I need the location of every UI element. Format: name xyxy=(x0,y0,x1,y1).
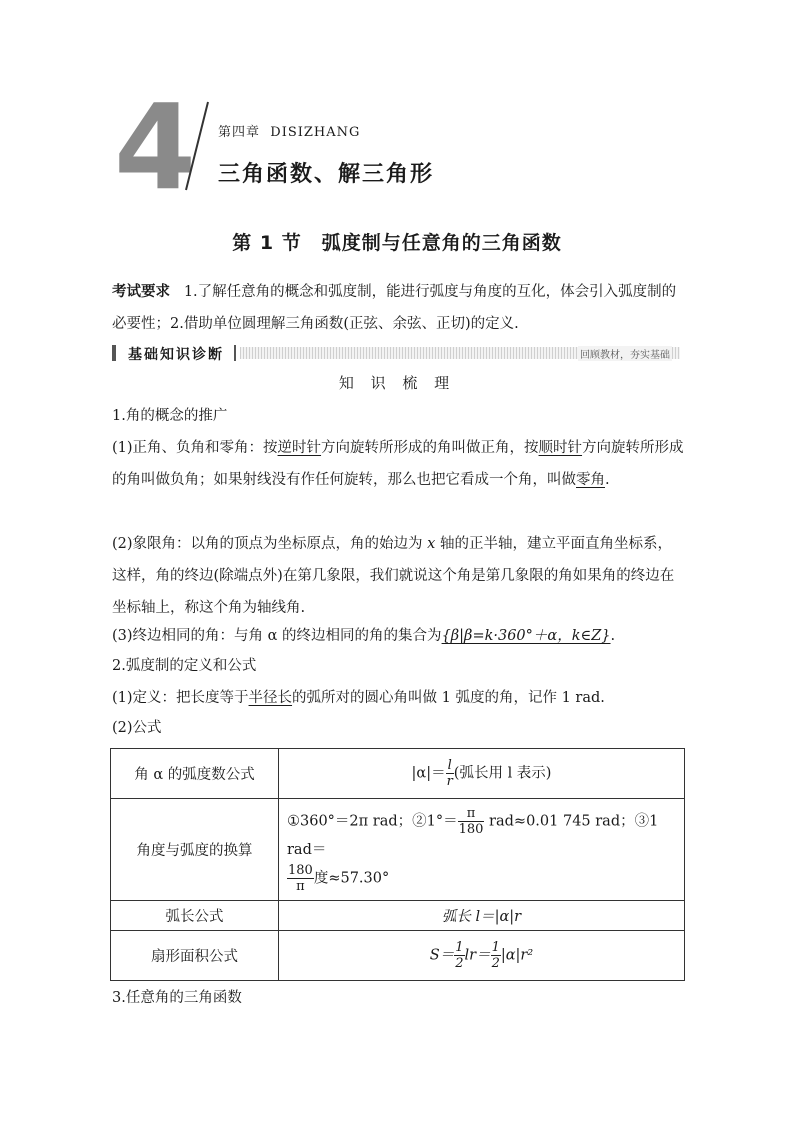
s1-p1a: (1)正角、负角和零角：按 xyxy=(112,440,278,456)
s2-p1-radius: 半径长 xyxy=(248,690,293,706)
s1-p1-ccw: 逆时针 xyxy=(277,440,322,456)
s1-heading: 1.角的概念的推广 xyxy=(112,408,228,424)
fraction-denominator: 2 xyxy=(491,956,500,971)
fraction-denominator: 180 xyxy=(458,821,484,837)
s3-heading: 3.任意角的三角函数 xyxy=(112,990,242,1006)
s2-paragraph-2: (2)公式 xyxy=(112,720,162,736)
conversion-fraction-2 xyxy=(287,863,314,894)
radian-formula-prefix: |α|＝ xyxy=(411,765,446,782)
table-cell-label: 角 α 的弧度数公式 xyxy=(111,749,279,799)
banner-label: 基础知识诊断 xyxy=(124,344,228,364)
conversion-text-a: ①360°＝2π rad；②1°＝ xyxy=(287,813,458,829)
conversion-text-b: rad≈0.01 745 rad；③1 rad＝ xyxy=(287,813,659,858)
table-cell-value xyxy=(279,749,685,799)
chapter-label-cn: 第四章 xyxy=(218,125,261,140)
section-title: 第 1 节 弧度制与任意角的三角函数 xyxy=(232,232,562,254)
table-cell-label: 角度与弧度的换算 xyxy=(111,799,279,901)
s1-p3-set: {β|β=k·360°＋α，k∈Z} xyxy=(441,628,611,644)
area-fraction-1 xyxy=(454,940,464,971)
requirements-label: 考试要求 xyxy=(112,284,170,300)
req-item2-prefix: 2. xyxy=(170,316,184,332)
fraction-numerator: 180 xyxy=(288,862,313,878)
fraction-denominator: 2 xyxy=(455,956,464,971)
s1-p3a: (3)终边相同的角：与角 α 的终边相同的角的集合为 xyxy=(112,628,442,644)
fraction-numerator: π xyxy=(458,806,485,822)
s1-p2a: (2)象限角：以角的顶点为坐标原点，角的始边为 xyxy=(112,536,428,552)
chapter-label-pinyin: DISIZHANG xyxy=(270,125,361,140)
table-cell-value xyxy=(279,799,685,901)
conversion-text-c: 度≈57.30° xyxy=(313,870,390,886)
s1-paragraph-3 xyxy=(112,620,684,652)
exam-requirements xyxy=(112,276,684,340)
banner-bar-right xyxy=(234,345,236,361)
table-row xyxy=(111,901,685,931)
table-cell-value xyxy=(279,931,685,981)
table-cell-label: 扇形面积公式 xyxy=(111,931,279,981)
area-fraction-2 xyxy=(491,940,501,971)
req-item1: 了解任意角的概念和弧度制，能进行弧度与角度的互化，体会引入弧度制的必要性； xyxy=(112,284,677,332)
s2-heading: 2.弧度制的定义和公式 xyxy=(112,658,257,674)
chapter-title: 三角函数、解三角形 xyxy=(218,162,435,187)
s1-p1-zero: 零角 xyxy=(576,472,605,488)
area-formula-b: lr＝ xyxy=(464,947,491,964)
chapter-number: 4 xyxy=(114,78,197,216)
chapter-divider-slash xyxy=(182,100,212,192)
chapter-number-graphic xyxy=(112,78,197,216)
conversion-line-1 xyxy=(287,806,676,863)
s1-p1c: 方向旋转所形成的角叫做正角，按 xyxy=(321,440,539,456)
radian-formula-suffix: (弧长用 l 表示) xyxy=(453,765,552,782)
table-row xyxy=(111,749,685,799)
section-banner xyxy=(112,343,680,363)
area-formula-c: |α|r² xyxy=(500,947,534,964)
s2-p1c: 的弧所对的圆心角叫做 1 弧度的角，记作 1 rad. xyxy=(292,690,605,706)
s2-paragraph-1 xyxy=(112,682,684,714)
s1-paragraph-1 xyxy=(112,432,684,496)
conversion-fraction-1 xyxy=(458,806,485,837)
s1-p2b: 轴的正半轴，建立平面直角坐标系，这样，角的终边(除端点外)在第几象限，我们就说这个角是第几象限的角如果角的终边在坐标轴上，称这个角为轴线角. xyxy=(112,536,675,616)
s1-p3c: . xyxy=(610,628,616,644)
table-row xyxy=(111,799,685,901)
s1-p1e: 方向旋转所形成的角叫做负角；如果射线没有作任何旋转，那么也把它看成一个角，叫做 xyxy=(112,440,684,488)
s1-p2x: x xyxy=(427,536,436,552)
s1-paragraph-2 xyxy=(112,528,684,624)
knowledge-subheading: 知 识 梳 理 xyxy=(338,374,456,392)
s1-p1g: . xyxy=(605,472,610,488)
table-cell-label: 弧长公式 xyxy=(111,901,279,931)
banner-right-text: 回顾教材，夯实基础 xyxy=(578,346,672,361)
conversion-line-2 xyxy=(287,863,676,894)
fraction-numerator: l xyxy=(446,758,454,774)
chapter-label xyxy=(218,121,360,140)
fraction-denominator: π xyxy=(296,878,305,894)
s1-p1-cw: 顺时针 xyxy=(538,440,583,456)
fraction-numerator: 1 xyxy=(491,940,500,955)
fraction-denominator: r xyxy=(446,774,453,789)
banner-bar-left xyxy=(112,345,116,361)
fraction-numerator: 1 xyxy=(455,940,464,955)
req-item1-prefix: 1. xyxy=(183,284,198,300)
table-cell-value: 弧长 l＝|α|r xyxy=(279,901,685,931)
table-row xyxy=(111,931,685,981)
s2-p1a: (1)定义：把长度等于 xyxy=(112,690,249,706)
radian-fraction xyxy=(446,758,454,789)
area-formula-a: S＝ xyxy=(429,947,455,964)
req-item2: 借助单位圆理解三角函数(正弦、余弦、正切)的定义. xyxy=(183,316,519,332)
formula-table xyxy=(110,748,685,981)
